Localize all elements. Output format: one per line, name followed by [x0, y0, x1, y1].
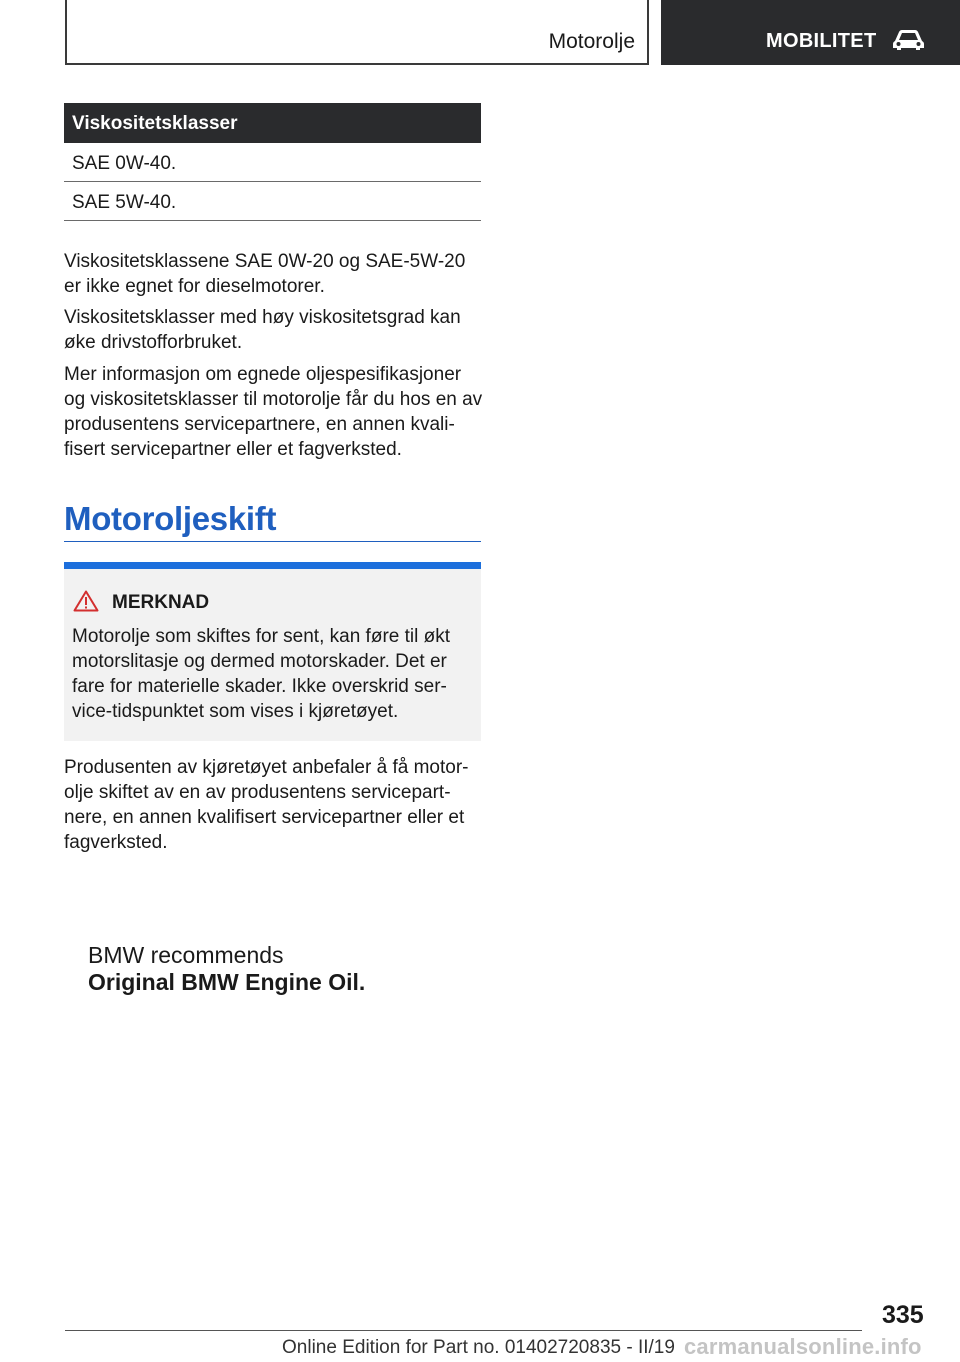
- header-section-box: [65, 0, 649, 65]
- footer-rule: [65, 1330, 862, 1331]
- header-chapter-box: [661, 0, 960, 65]
- viscosity-table-heading: Viskositetsklasser: [64, 103, 481, 143]
- paragraph-fuel-consumption: Viskositetsklasser med høy viskositetsgrad kan øke drivstofforbruket.: [64, 307, 461, 353]
- paragraph-more-info: Mer informasjon om egnede oljespesifikasjoner og viskositetsklasser til motorolje får du hos en av produsentens servicepartnere, en annen kvali-fisert servicepartner eller et fagverksted.: [64, 364, 483, 460]
- watermark: carmanualsonline.info: [684, 1334, 922, 1359]
- section-title: Motoroljeskift: [64, 500, 277, 537]
- notice-body: Motorolje som skiftes for sent, kan føre til økt motorslitasje og dermed motorskader. Det er fare for materielle skader. Ikke overskrid ser-vice-tidspunktet som vises i kjøretøyet.: [72, 626, 450, 722]
- section-title-rule: [64, 541, 481, 542]
- table-row: SAE 5W-40.: [64, 182, 481, 221]
- viscosity-table: [64, 103, 481, 221]
- notice-title: MERKNAD: [112, 592, 210, 613]
- notice-accent-bar: [64, 562, 481, 569]
- paragraph-diesel-note: Viskositetsklassene SAE 0W-20 og SAE-5W-20 er ikke egnet for dieselmotorer.: [64, 251, 466, 297]
- bmw-recommendation: [88, 942, 365, 996]
- table-row: SAE 0W-40.: [64, 143, 481, 182]
- header-section-title: Motorolje: [548, 30, 635, 53]
- footer-edition: Online Edition for Part no. 01402720835 - II/19: [282, 1337, 675, 1358]
- header-chapter-title: MOBILITET: [766, 30, 877, 52]
- notice-box: [64, 562, 481, 741]
- recommendation-line-2: Original BMW Engine Oil.: [88, 969, 366, 995]
- car-icon: [892, 28, 925, 52]
- recommendation-line-1: BMW recommends: [88, 942, 284, 968]
- page-number: 335: [882, 1301, 924, 1329]
- paragraph-recommendation: Produsenten av kjøretøyet anbefaler å få motor-olje skiftet av en av produsentens servicepart-nere, en annen kvalifisert servicepartner eller et fagverksted.: [64, 757, 469, 853]
- warning-triangle-icon: [73, 590, 99, 612]
